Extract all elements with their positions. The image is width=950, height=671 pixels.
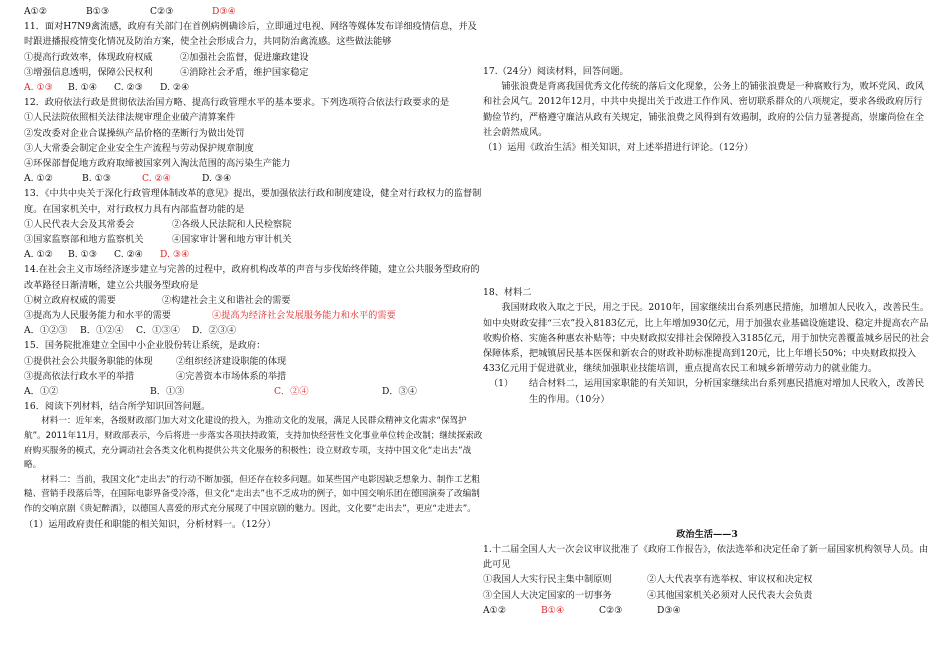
q11-stem: 11．面对H7N9禽流感，政府有关部门在首例病例确诊后，立即通过电视、网络等媒体发布详细疫情信息，并及时跟进播报疫情变化情况及防治方案，使全社会形成合力，共同防治禽流感。这些做法能够 bbox=[24, 21, 477, 48]
q12-options bbox=[24, 171, 486, 186]
q17-answer-space bbox=[483, 155, 931, 285]
q10-option-c: C②③ bbox=[150, 6, 174, 17]
q12-option-b: B. ①③ bbox=[82, 173, 112, 185]
q14-option-c: C．①③④ bbox=[136, 325, 180, 337]
s3-q1-items-row1 bbox=[483, 572, 931, 587]
q10-option-d: D③④ bbox=[212, 6, 236, 17]
q15-items-row1 bbox=[24, 354, 486, 369]
q12-stem: 12．政府依法行政是贯彻依法治国方略、提高行政管理水平的基本要求。下列选项符合依法行政要求的是 bbox=[24, 97, 450, 109]
q14-option-d: D．②③④ bbox=[192, 325, 237, 337]
q16-material-2: 材料二：当前，我国文化“走出去”的行动不断加强，但还存在较多问题。如某些国产电影因缺乏想象力、制作工艺粗糙、营销手段落后等，在国际电影界备受冷落，但文化“走出去”也不乏成功的例子，如中国交响乐团在德国演奏了改编制作的交响京剧《贵妃醉酒》，以德国人喜爱的形式充分展现了中国京剧的魅力。因此，文化要“走出去”，更应“走进去”。 bbox=[24, 474, 480, 515]
q17-heading: 17.（24分）阅读材料，回答问题。 bbox=[483, 66, 629, 77]
q13-option-d: D. ③④ bbox=[160, 249, 190, 261]
q11-items-row2 bbox=[24, 65, 486, 80]
q16-stem: 16．阅读下列材料，结合所学知识回答问题。 bbox=[24, 401, 211, 413]
s3-q1-option-b: B①④ bbox=[541, 604, 565, 616]
q13-option-c: C. ②④ bbox=[114, 249, 144, 261]
q14-items-row1 bbox=[24, 293, 486, 308]
q14-option-a: A．①②③ bbox=[24, 325, 68, 337]
q15-option-d: D．③④ bbox=[382, 386, 417, 398]
q16-sub-question-1: （1）运用政府责任和职能的相关知识，分析材料一。（12分） bbox=[24, 518, 276, 530]
q13-items-row2 bbox=[24, 232, 486, 247]
q13-item-2: ②各级人民法院和人民检察院 bbox=[172, 218, 292, 230]
s3-q1-option-d: D③④ bbox=[657, 604, 681, 616]
q15-item-3: ③提高依法行政水平的举措 bbox=[24, 370, 135, 382]
q13-option-b: B. ①③ bbox=[68, 249, 98, 261]
q14-items-row2 bbox=[24, 308, 486, 323]
q14-item-1: ①树立政府权威的需要 bbox=[24, 294, 116, 306]
q13-item-1: ①人民代表大会及其常委会 bbox=[24, 218, 135, 230]
s3-q1-item-3: ③全国人大决定国家的一切事务 bbox=[483, 589, 612, 601]
q12-item-3: ③人大常委会制定企业安全生产流程与劳动保护规章制度 bbox=[24, 142, 254, 154]
q10-option-b: B①③ bbox=[86, 6, 110, 17]
q13-items-row1 bbox=[24, 217, 486, 232]
s3-q1-options bbox=[483, 603, 931, 618]
q10-option-a: A①② bbox=[24, 6, 48, 17]
q12-option-a: A. ①② bbox=[24, 173, 53, 185]
q14-item-3: ③提高为人民服务能力和水平的需要 bbox=[24, 310, 171, 322]
left-column bbox=[24, 4, 486, 532]
q15-option-c: C．②④ bbox=[274, 386, 309, 398]
q15-stem: 15．国务院批准建立全国中小企业股份转让系统，是政府： bbox=[24, 340, 266, 352]
q11-item-4: ④消除社会矛盾，维护国家稳定 bbox=[180, 66, 309, 78]
q18-sub-text: 结合材料二，运用国家职能的有关知识，分析国家继续出台系列惠民措施对增加人民收入，改善民生的作用。（10分） bbox=[529, 378, 925, 405]
q12-item-1: ①人民法院依照相关法律法规审理企业破产清算案件 bbox=[24, 112, 236, 124]
q13-option-a: A. ①② bbox=[24, 249, 53, 261]
q18-material: 我国财政收入取之于民，用之于民。2010年，国家继续出台系列惠民措施，加增加人民收入，改善民生。如中央财政安排“三农”投入8183亿元，比上年增加930亿元，用于加强农业基础设施建设、稳定并提高农产品收购价格、实施各种惠农补贴等；中央财政拟安排社会保障投入3185亿元，用于加快完善覆盖城乡居民的社会保障体系，把城镇居民基本医保和新农合的财政补助标准提高到120元，比上年增长50%；中央财政拟投入433亿元用于促进就业，继续加强职业技能培训，重点提高农民工和城乡新增劳动力的就业能力。 bbox=[483, 302, 930, 375]
spacer-top bbox=[483, 4, 931, 64]
q11-item-1: ①提高行政效率，体现政府权威 bbox=[24, 51, 153, 63]
q17-sub-question-1: （1）运用《政治生活》相关知识，对上述举措进行评论。（12分） bbox=[483, 142, 754, 154]
right-column bbox=[483, 4, 931, 618]
q15-option-b: B．①③ bbox=[150, 386, 185, 398]
q12-option-d: D. ③④ bbox=[202, 173, 232, 185]
q18-sub-question-1 bbox=[483, 376, 931, 406]
q18-answer-space bbox=[483, 407, 931, 521]
q15-items-row2 bbox=[24, 369, 486, 384]
s3-q1-item-1: ①我国人大实行民主集中制原则 bbox=[483, 574, 612, 586]
q16-material-1: 材料一：近年来，各级财政部门加大对文化建设的投入，为推动文化的发展，满足人民群众精神文化需求“保驾护航”。2011年11月，财政部表示，今后将进一步落实各项扶持政策，支持加快经营性文化事业单位转企改制；继续探索政府购买服务的模式，充分调动社会各类文化机构提供公共文化服务的积极性；设立财政专项，支持中国文化“走出去”战略。 bbox=[24, 416, 483, 471]
q14-option-b: B．①②④ bbox=[80, 325, 124, 337]
q14-item-2: ②构建社会主义和谐社会的需要 bbox=[162, 294, 291, 306]
q15-option-a: A．①② bbox=[24, 386, 59, 398]
q13-stem: 13．《中共中央关于深化行政管理体制改革的意见》提出，要加强依法行政和制度建设，健全对行政权力的监督制度。在国家机关中，对行政权力具有内部监督功能的是 bbox=[24, 188, 482, 215]
q11-option-a: A. ①③ bbox=[24, 82, 53, 94]
q12-option-c: C. ②④ bbox=[142, 173, 172, 185]
section-title: 政治生活——3 bbox=[676, 528, 738, 540]
q15-item-4: ④完善资本市场体系的举措 bbox=[176, 370, 287, 382]
q13-item-4: ④国家审计署和地方审计机关 bbox=[172, 234, 292, 246]
q11-item-2: ②加强社会监督，促进廉政建设 bbox=[180, 51, 309, 63]
q15-item-2: ②组织经济建设职能的体现 bbox=[176, 355, 287, 367]
q14-stem: 14.在社会主义市场经济逐步建立与完善的过程中，政府机构改革的声音与步伐始终伴随，建立公共服务型政府的改革路径日渐清晰，建立公共服务型政府是 bbox=[24, 264, 480, 291]
s3-q1-item-2: ②人大代表享有选举权、审议权和决定权 bbox=[647, 574, 813, 586]
q10-options bbox=[24, 4, 486, 19]
s3-q1-option-c: C②③ bbox=[599, 604, 623, 616]
s3-q1-stem: 1.十二届全国人大一次会议审议批准了《政府工作报告》，依法选举和决定任命了新一届国家机构领导人员。由此可见 bbox=[483, 544, 929, 571]
q11-options bbox=[24, 80, 486, 95]
q11-option-c: C. ②③ bbox=[114, 82, 144, 94]
s3-q1-option-a: A①② bbox=[483, 604, 507, 616]
q15-options bbox=[24, 384, 486, 399]
q18-heading: 18、材料二 bbox=[483, 287, 532, 299]
q11-option-b: B. ①④ bbox=[68, 82, 98, 94]
q11-option-d: D. ②④ bbox=[160, 82, 190, 94]
q12-item-2: ②发改委对企业合谋操纵产品价格的垄断行为做出处罚 bbox=[24, 127, 245, 139]
q18-sub-number: （1） bbox=[489, 378, 514, 390]
q14-options bbox=[24, 323, 486, 338]
q14-item-4: ④提高为经济社会发展服务能力和水平的需要 bbox=[212, 310, 396, 322]
q15-item-1: ①提供社会公共服务职能的体现 bbox=[24, 355, 153, 367]
q13-item-3: ③国家监察部和地方监察机关 bbox=[24, 234, 144, 246]
q13-options bbox=[24, 247, 486, 262]
q17-material: 铺张浪费是背离我国优秀文化传统的落后文化现象，公务上的铺张浪费是一种腐败行为，败坏党风、政风和社会风气。2012年12月，中共中央提出关于改进工作作风、密切联系群众的八项规定，要求各级政府厉行勤俭节约，严格遵守廉洁从政有关规定，铺张浪费之风得到有效遏制，政府的公信力显著提高，崇廉尚俭在全社会蔚然成风。 bbox=[483, 81, 925, 138]
q11-item-3: ③增强信息透明，保障公民权利 bbox=[24, 66, 153, 78]
q12-item-4: ④环保部督促地方政府取缔被国家列入淘汰范围的高污染生产能力 bbox=[24, 158, 291, 170]
s3-q1-items-row2 bbox=[483, 588, 931, 603]
q11-items-row1 bbox=[24, 50, 486, 65]
s3-q1-item-4: ④其他国家机关必须对人民代表大会负责 bbox=[647, 589, 813, 601]
